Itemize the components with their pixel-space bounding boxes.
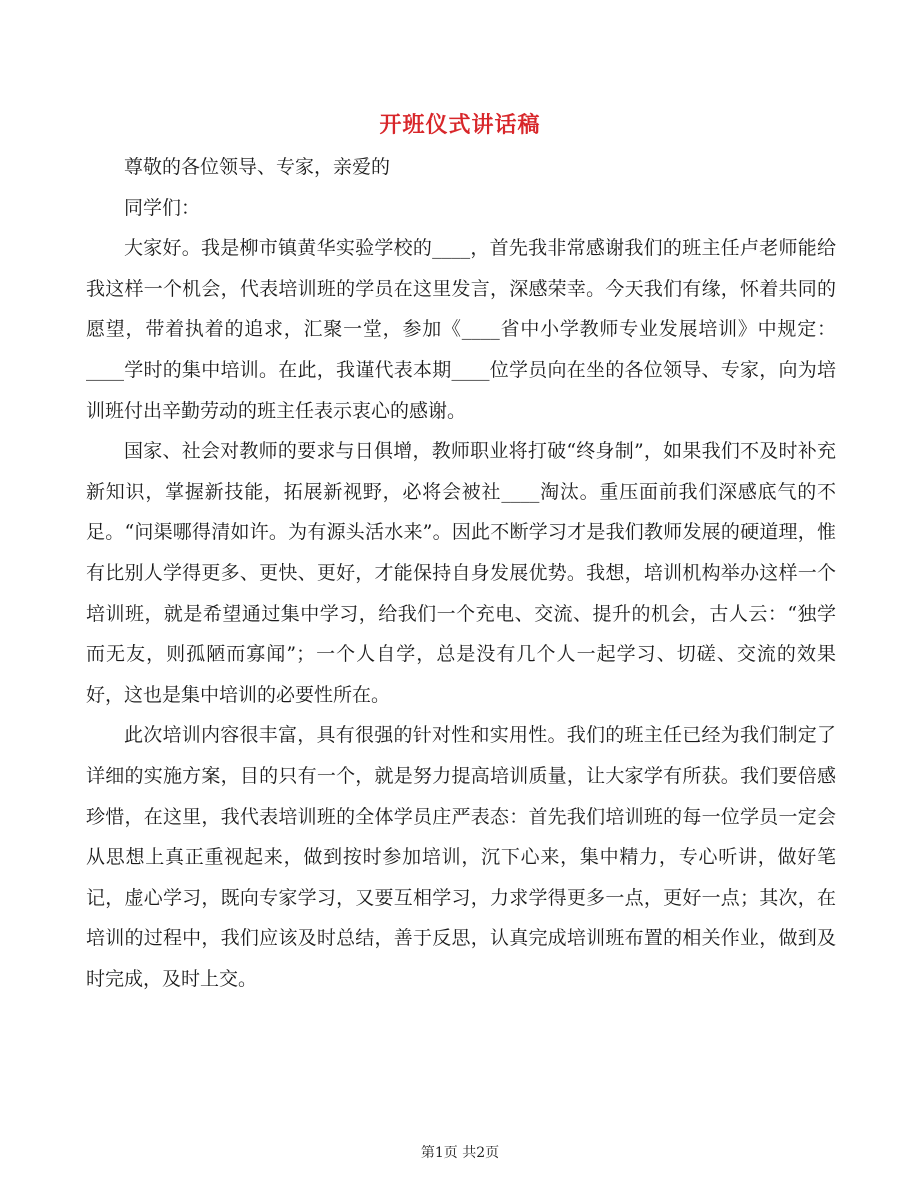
- page-number: 第1页 共2页: [420, 1145, 500, 1161]
- salutation-line: 尊敬的各位领导、专家，亲爱的: [124, 156, 391, 178]
- document-body: [86, 147, 836, 999]
- salutation-line-2: 同学们：: [124, 196, 201, 219]
- document-title: 开班仪式讲话稿: [379, 112, 541, 138]
- paragraph-importance: 国家、社会对教师的要求与日俱增，教师职业将打破“终身制”，如果我们不及时补充新知识，掌握新技能，拓展新视野，必将会被社____淘汰。重压面前我们深感底气的不足。“问渠哪得清如许。为有源头活水来”。因此不断学习才是我们教师发展的硬道理，惟有比别人学得更多、更快、更好，才能保持自身发展优势。我想，培训机构举办这样一个培训班，就是希望通过集中学习，给我们一个充电、交流、提升的机会，古人云：“独学而无友，则孤陋而寡闻”；一个人自学，总是没有几个人一起学习、切磋、交流的效果好，这也是集中培训的必要性所在。: [86, 440, 836, 706]
- paragraph-introduction: 大家好。我是柳市镇黄华实验学校的____，首先我非常感谢我们的班主任卢老师能给我这样一个机会，代表培训班的学员在这里发言，深感荣幸。今天我们有缘，怀着共同的愿望，带着执着的追求，汇聚一堂，参加《____省中小学教师专业发展培训》中规定：____学时的集中培训。在此，我谨代表本期____位学员向在坐的各位领导、专家，向为培训班付出辛勤劳动的班主任表示衷心的感谢。: [86, 237, 836, 422]
- paragraph-commitment: 此次培训内容很丰富，具有很强的针对性和实用性。我们的班主任已经为我们制定了详细的实施方案，目的只有一个，就是努力提高培训质量，让大家学有所获。我们要倍感珍惜，在这里，我代表培训班的全体学员庄严表态：首先我们培训班的每一位学员一定会从思想上真正重视起来，做到按时参加培训，沉下心来，集中精力，专心听讲，做好笔记，虚心学习，既向专家学习，又要互相学习，力求学得更多一点，更好一点；其次，在培训的过程中，我们应该及时总结，善于反思，认真完成培训班布置的相关作业，做到及时完成，及时上交。: [86, 724, 836, 990]
